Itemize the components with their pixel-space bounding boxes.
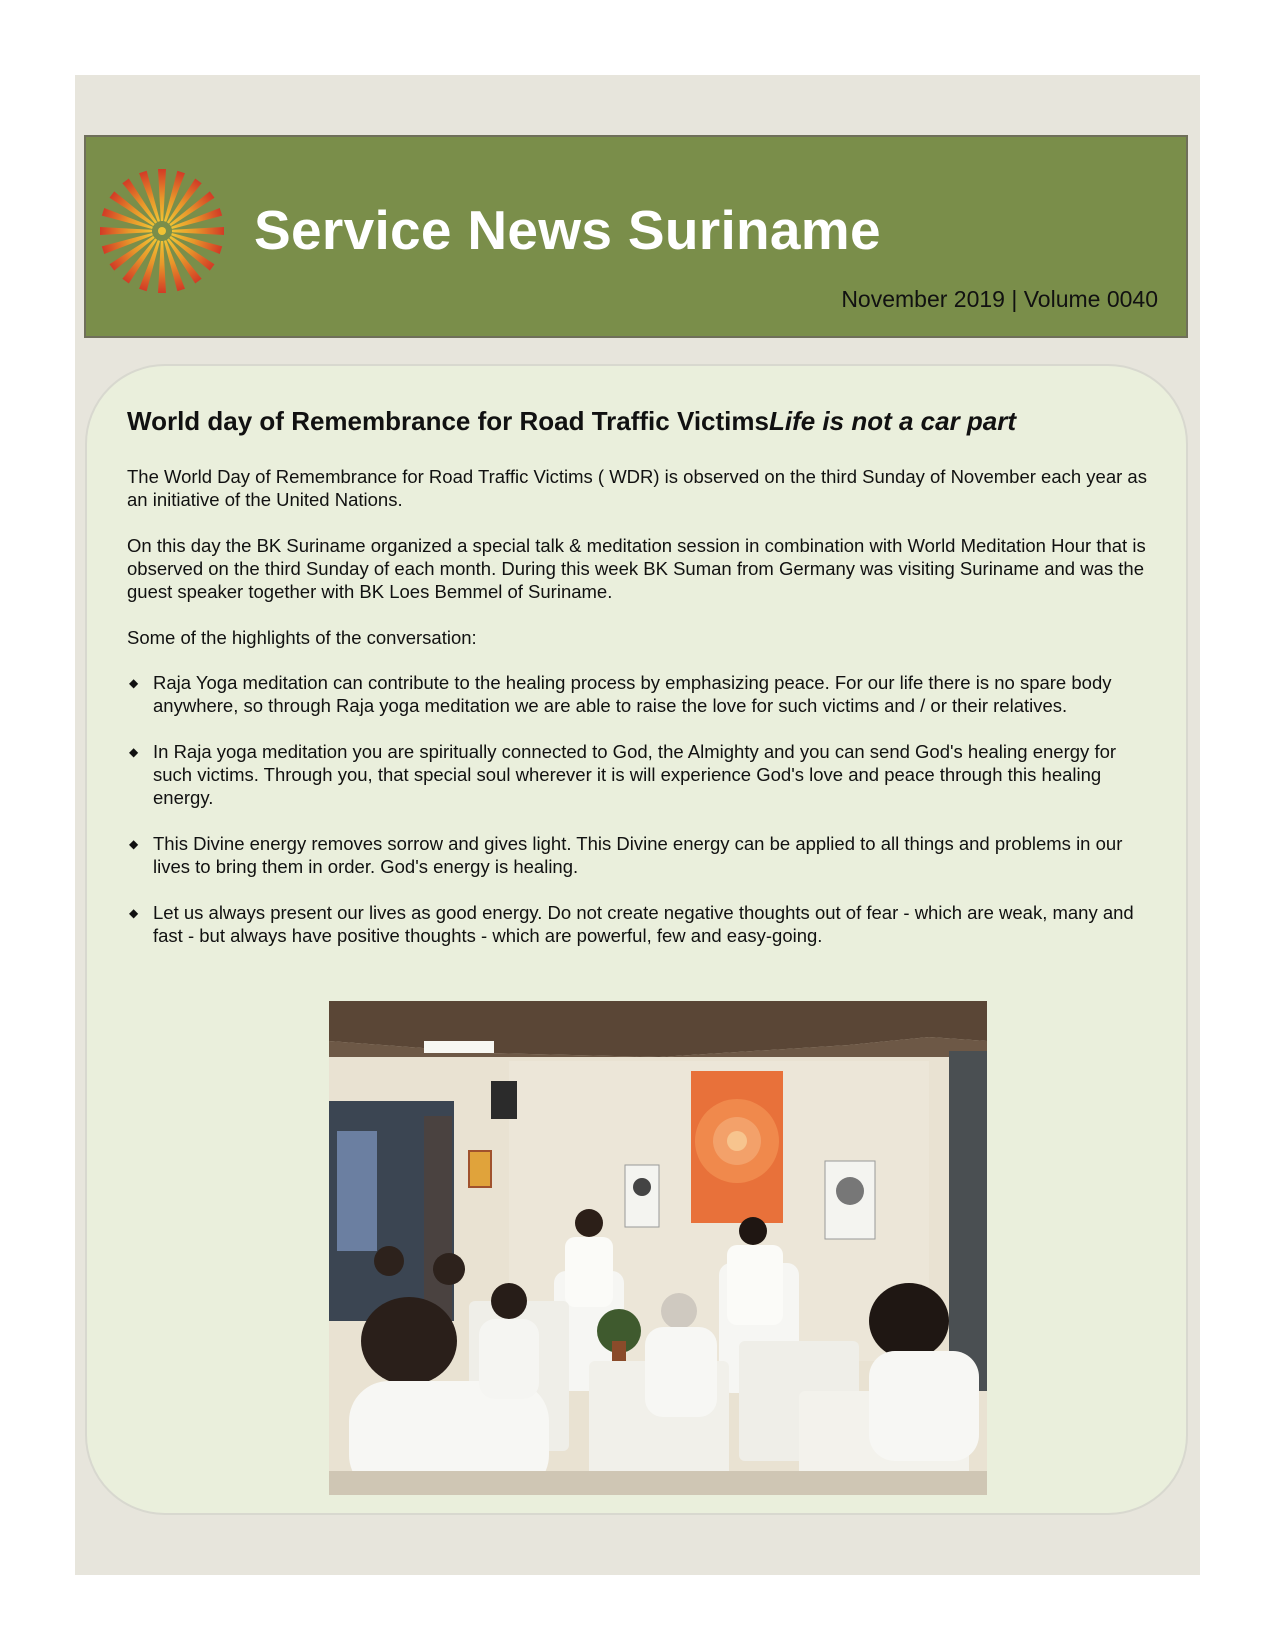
list-item-text: Let us always present our lives as good energy. Do not create negative thoughts out of fear - which are weak, many and fast - but always have positive thoughts - which are powerful, few and easy-going.	[153, 902, 1134, 946]
list-item	[127, 832, 1137, 878]
headline-main: World day of Remembrance for Road Traffic Victims	[127, 406, 769, 436]
list-item	[127, 671, 1137, 717]
newsletter-title: Service News Suriname	[254, 199, 881, 261]
logo-ray	[158, 241, 166, 293]
diamond-bullet-icon: ◆	[129, 837, 139, 851]
list-item	[127, 901, 1137, 947]
meditation-session-photo	[329, 1001, 987, 1495]
list-item-text: In Raja yoga meditation you are spiritually connected to God, the Almighty and you can send God's healing energy for such victims. Through you, that special soul wherever it is will experience God's love and peace through this healing energy.	[153, 741, 1117, 808]
photo-illustration	[329, 1001, 987, 1495]
article-card	[85, 364, 1188, 1515]
logo-ray	[100, 227, 152, 235]
article-headline	[127, 408, 1016, 434]
headline-subtitle: Life is not a car part	[768, 406, 1017, 436]
logo-ray	[158, 169, 166, 221]
event-paragraph: On this day the BK Suriname organized a special talk & meditation session in combination with World Meditation Hour that is observed on the third Sunday of each month. During this week BK Suman from Germany was visiting Suriname and was the guest speaker together with BK Loes Bemmel of Suriname.	[127, 535, 1146, 602]
list-item-text: This Divine energy removes sorrow and gives light. This Divine energy can be applied to all things and problems in our lives to bring them in order. God's energy is healing.	[153, 833, 1123, 877]
header-banner	[84, 135, 1188, 338]
highlights-intro: Some of the highlights of the conversation:	[127, 627, 477, 648]
intro-paragraph: The World Day of Remembrance for Road Traffic Victims ( WDR) is observed on the third Sunday of November each year as an initiative of the United Nations.	[127, 466, 1147, 510]
diamond-bullet-icon: ◆	[129, 676, 139, 690]
diamond-bullet-icon: ◆	[129, 745, 139, 759]
issue-date-volume: November 2019 | Volume 0040	[841, 286, 1158, 312]
list-item	[127, 740, 1137, 809]
diamond-bullet-icon: ◆	[129, 906, 139, 920]
logo-ray	[172, 227, 224, 235]
list-item-text: Raja Yoga meditation can contribute to the healing process by emphasizing peace. For our life there is no spare body anywhere, so through Raja yoga meditation we are able to raise the love for such victims and / or their relatives.	[153, 672, 1112, 716]
sun-rays-logo-icon	[96, 161, 228, 301]
highlights-list	[127, 671, 1137, 970]
